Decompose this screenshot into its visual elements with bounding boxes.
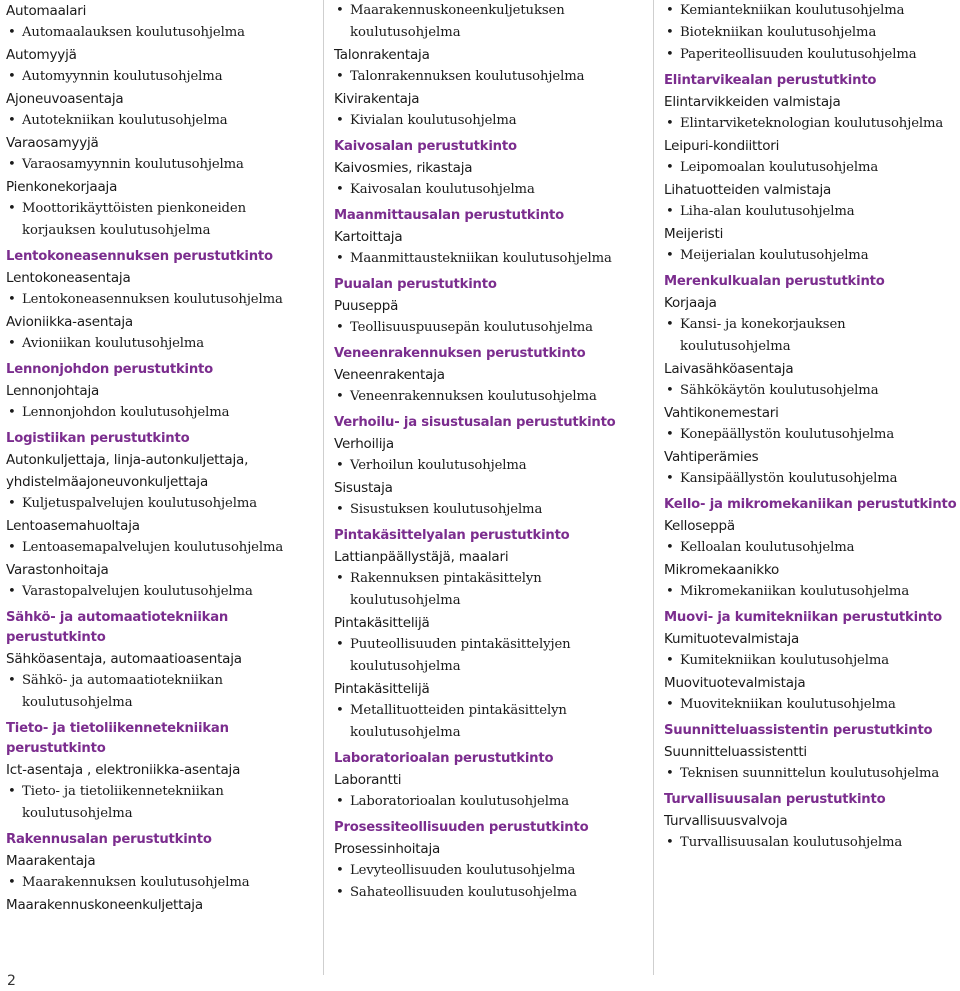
program-label: Liha-alan koulutusohjelma (680, 204, 855, 219)
section-heading: Prosessiteollisuuden perustutkinto (334, 820, 589, 835)
program-item (664, 468, 960, 490)
bullet-icon: • (336, 703, 344, 718)
section-heading: Verhoilu- ja sisustusalan perustutkinto (334, 415, 616, 430)
section-heading: Lennonjohdon perustutkinto (6, 362, 213, 377)
program-item (334, 386, 624, 408)
job-title: Lentokoneasentaja (6, 270, 131, 286)
column-divider (323, 0, 324, 975)
section-heading: Logistiikan perustutkinto (6, 431, 190, 446)
program-label: Teknisen suunnittelun koulutusohjelma (680, 766, 940, 781)
program-item (6, 493, 306, 515)
section-heading: Puualan perustutkinto (334, 277, 497, 292)
job-title: yhdistelmäajoneuvonkuljettaja (6, 474, 209, 490)
program-item (6, 333, 306, 355)
program-label: Kivialan koulutusohjelma (350, 113, 517, 128)
bullet-icon: • (8, 673, 16, 688)
program-item (334, 568, 624, 590)
job-title: Ajoneuvoasentaja (6, 91, 124, 107)
program-label: Lentoasemapalvelujen koulutusohjelma (22, 540, 284, 555)
bullet-icon: • (8, 157, 16, 172)
job-title: Korjaaja (664, 295, 717, 311)
section-heading: Kello- ja mikromekaniikan perustutkinto (664, 497, 957, 512)
program-label: Kansi- ja konekorjauksen (680, 317, 846, 332)
program-item-continued: koulutusohjelma (350, 593, 461, 608)
bullet-icon: • (336, 113, 344, 128)
job-title: Lentoasemahuoltaja (6, 518, 140, 534)
job-title: Autonkuljettaja, linja-autonkuljettaja, (6, 452, 249, 468)
job-title: Sisustaja (334, 480, 393, 496)
job-title: Avioniikka-asentaja (6, 314, 134, 330)
bullet-icon: • (336, 502, 344, 517)
bullet-icon: • (336, 885, 344, 900)
job-title: Lennonjohtaja (6, 383, 100, 399)
program-item (334, 791, 624, 813)
job-title: Kivirakentaja (334, 91, 420, 107)
program-label: Leipomoalan koulutusohjelma (680, 160, 879, 175)
program-item (664, 537, 960, 559)
program-label: Sähkökäytön koulutusohjelma (680, 383, 879, 398)
program-label: Kelloalan koulutusohjelma (680, 540, 855, 555)
program-item (664, 157, 960, 179)
program-label: Puuteollisuuden pintakäsittelyjen (350, 637, 571, 652)
program-label: Varaosamyynnin koulutusohjelma (22, 157, 244, 172)
bullet-icon: • (666, 47, 674, 62)
section-heading: Tieto- ja tietoliikennetekniikan (6, 721, 229, 736)
bullet-icon: • (666, 248, 674, 263)
bullet-icon: • (8, 113, 16, 128)
program-label: Biotekniikan koulutusohjelma (680, 25, 877, 40)
program-item (664, 22, 960, 44)
bullet-icon: • (336, 69, 344, 84)
program-item (334, 634, 624, 656)
bullet-icon: • (666, 204, 674, 219)
job-title: Prosessinhoitaja (334, 841, 441, 857)
program-item (334, 499, 624, 521)
program-item (6, 872, 306, 894)
program-label: Metallituotteiden pintakäsittelyn (350, 703, 567, 718)
program-item-continued: koulutusohjelma (22, 695, 133, 710)
job-title: Turvallisuusvalvoja (664, 813, 788, 829)
bullet-icon: • (336, 320, 344, 335)
job-title: Puuseppä (334, 298, 399, 314)
program-item (334, 455, 624, 477)
program-item (6, 22, 306, 44)
job-title: Pintakäsittelijä (334, 615, 430, 631)
program-label: Verhoilun koulutusohjelma (350, 458, 527, 473)
program-item-continued: koulutusohjelma (350, 25, 461, 40)
bullet-icon: • (8, 69, 16, 84)
program-item (6, 581, 306, 603)
job-title: Elintarvikkeiden valmistaja (664, 94, 841, 110)
job-title: Meijeristi (664, 226, 724, 242)
program-label: Automyynnin koulutusohjelma (22, 69, 223, 84)
job-title: Vahtiperämies (664, 449, 759, 465)
bullet-icon: • (666, 653, 674, 668)
job-title: Kaivosmies, rikastaja (334, 160, 473, 176)
bullet-icon: • (8, 540, 16, 555)
bullet-icon: • (666, 540, 674, 555)
program-item-continued: korjauksen koulutusohjelma (22, 223, 211, 238)
column-divider (653, 0, 654, 975)
program-item (334, 248, 624, 270)
program-item (6, 110, 306, 132)
job-title: Mikromekaanikko (664, 562, 780, 578)
job-title: Suunnitteluassistentti (664, 744, 807, 760)
bullet-icon: • (8, 292, 16, 307)
program-label: Avioniikan koulutusohjelma (22, 336, 205, 351)
bullet-icon: • (666, 427, 674, 442)
program-item (334, 317, 624, 339)
program-label: Paperiteollisuuden koulutusohjelma (680, 47, 917, 62)
job-title: Pienkonekorjaaja (6, 179, 118, 195)
program-item-continued: koulutusohjelma (350, 725, 461, 740)
program-label: Meijerialan koulutusohjelma (680, 248, 869, 263)
section-heading: Veneenrakennuksen perustutkinto (334, 346, 586, 361)
column-1 (6, 0, 306, 916)
program-item (664, 314, 960, 336)
program-item (664, 650, 960, 672)
bullet-icon: • (8, 584, 16, 599)
program-item-continued: koulutusohjelma (680, 339, 791, 354)
bullet-icon: • (666, 3, 674, 18)
program-item (334, 860, 624, 882)
section-heading: Kaivosalan perustutkinto (334, 139, 517, 154)
bullet-icon: • (8, 405, 16, 420)
bullet-icon: • (666, 697, 674, 712)
program-item (664, 581, 960, 603)
bullet-icon: • (8, 336, 16, 351)
program-label: Kumitekniikan koulutusohjelma (680, 653, 890, 668)
program-label: Maarakennuskoneenkuljetuksen (350, 3, 565, 18)
program-label: Varastopalvelujen koulutusohjelma (22, 584, 253, 599)
section-heading: Pintakäsittelyalan perustutkinto (334, 528, 570, 543)
program-label: Autotekniikan koulutusohjelma (22, 113, 228, 128)
program-item (334, 110, 624, 132)
program-item (6, 198, 306, 220)
column-2 (334, 0, 624, 904)
section-heading: Muovi- ja kumitekniikan perustutkinto (664, 610, 943, 625)
program-label: Turvallisuusalan koulutusohjelma (680, 835, 903, 850)
program-label: Kuljetuspalvelujen koulutusohjelma (22, 496, 257, 511)
program-label: Lennonjohdon koulutusohjelma (22, 405, 230, 420)
program-label: Lentokoneasennuksen koulutusohjelma (22, 292, 283, 307)
section-heading: Turvallisuusalan perustutkinto (664, 792, 886, 807)
program-label: Sisustuksen koulutusohjelma (350, 502, 543, 517)
bullet-icon: • (8, 784, 16, 799)
bullet-icon: • (666, 25, 674, 40)
section-heading: Rakennusalan perustutkinto (6, 832, 212, 847)
bullet-icon: • (666, 116, 674, 131)
section-heading: Sähkö- ja automaatiotekniikan (6, 610, 229, 625)
bullet-icon: • (336, 863, 344, 878)
program-label: Moottorikäyttöisten pienkoneiden (22, 201, 247, 216)
program-item (334, 179, 624, 201)
program-item (6, 781, 306, 803)
job-title: Veneenrakentaja (334, 367, 445, 383)
bullet-icon: • (666, 317, 674, 332)
bullet-icon: • (8, 201, 16, 216)
bullet-icon: • (666, 471, 674, 486)
program-label: Mikromekaniikan koulutusohjelma (680, 584, 910, 599)
job-title: Leipuri-kondiittori (664, 138, 780, 154)
job-title: Varaosamyyjä (6, 135, 99, 151)
job-title: Automyyjä (6, 47, 77, 63)
program-label: Teollisuuspuusepän koulutusohjelma (350, 320, 593, 335)
program-item (334, 0, 624, 22)
job-title: Pintakäsittelijä (334, 681, 430, 697)
program-label: Talonrakennuksen koulutusohjelma (350, 69, 585, 84)
job-title: Maarakennuskoneenkuljettaja (6, 897, 203, 913)
program-item (334, 700, 624, 722)
bullet-icon: • (666, 160, 674, 175)
program-item-continued: koulutusohjelma (350, 659, 461, 674)
job-title: Vahtikonemestari (664, 405, 779, 421)
job-title: Sähköasentaja, automaatioasentaja (6, 651, 242, 667)
program-label: Kemiantekniikan koulutusohjelma (680, 3, 905, 18)
program-label: Muovitekniikan koulutusohjelma (680, 697, 896, 712)
program-label: Sahateollisuuden koulutusohjelma (350, 885, 578, 900)
section-heading: perustutkinto (6, 630, 106, 645)
bullet-icon: • (336, 251, 344, 266)
program-item (664, 424, 960, 446)
program-item (334, 882, 624, 904)
program-item (664, 245, 960, 267)
program-label: Elintarviketeknologian koulutusohjelma (680, 116, 944, 131)
program-label: Automaalauksen koulutusohjelma (22, 25, 245, 40)
bullet-icon: • (666, 766, 674, 781)
job-title: Kelloseppä (664, 518, 735, 534)
job-title: Lattianpäällystäjä, maalari (334, 549, 509, 565)
job-title: Laivasähköasentaja (664, 361, 794, 377)
program-item (6, 670, 306, 692)
program-label: Tieto- ja tietoliikennetekniikan (22, 784, 224, 799)
program-item (664, 694, 960, 716)
program-label: Konepäällystön koulutusohjelma (680, 427, 895, 442)
bullet-icon: • (666, 835, 674, 850)
bullet-icon: • (336, 637, 344, 652)
job-title: Automaalari (6, 3, 87, 19)
program-item (664, 201, 960, 223)
program-item (6, 154, 306, 176)
bullet-icon: • (336, 571, 344, 586)
job-title: Lihatuotteiden valmistaja (664, 182, 832, 198)
program-label: Levyteollisuuden koulutusohjelma (350, 863, 576, 878)
section-heading: Laboratorioalan perustutkinto (334, 751, 554, 766)
program-label: Maanmittaustekniikan koulutusohjelma (350, 251, 612, 266)
bullet-icon: • (336, 182, 344, 197)
bullet-icon: • (336, 794, 344, 809)
program-label: Laboratorioalan koulutusohjelma (350, 794, 570, 809)
bullet-icon: • (8, 496, 16, 511)
program-item (664, 44, 960, 66)
section-heading: Suunnitteluassistentin perustutkinto (664, 723, 933, 738)
job-title: Muovituotevalmistaja (664, 675, 806, 691)
job-title: Maarakentaja (6, 853, 96, 869)
program-label: Sähkö- ja automaatiotekniikan (22, 673, 223, 688)
program-label: Kaivosalan koulutusohjelma (350, 182, 535, 197)
program-item (664, 0, 960, 22)
section-heading: Merenkulkualan perustutkinto (664, 274, 885, 289)
program-item (664, 380, 960, 402)
program-item (6, 537, 306, 559)
section-heading: perustutkinto (6, 741, 106, 756)
section-heading: Lentokoneasennuksen perustutkinto (6, 249, 273, 264)
bullet-icon: • (666, 383, 674, 398)
page-number: 2 (7, 973, 16, 989)
program-item (334, 66, 624, 88)
job-title: Talonrakentaja (334, 47, 430, 63)
section-heading: Elintarvikealan perustutkinto (664, 73, 877, 88)
bullet-icon: • (336, 389, 344, 404)
job-title: Varastonhoitaja (6, 562, 109, 578)
job-title: Laborantti (334, 772, 402, 788)
job-title: Kumituotevalmistaja (664, 631, 800, 647)
program-item (6, 66, 306, 88)
program-item (664, 763, 960, 785)
job-title: Verhoilija (334, 436, 394, 452)
program-label: Kansipäällystön koulutusohjelma (680, 471, 898, 486)
job-title: Kartoittaja (334, 229, 403, 245)
bullet-icon: • (666, 584, 674, 599)
bullet-icon: • (8, 25, 16, 40)
bullet-icon: • (336, 3, 344, 18)
program-label: Rakennuksen pintakäsittelyn (350, 571, 542, 586)
program-label: Maarakennuksen koulutusohjelma (22, 875, 250, 890)
section-heading: Maanmittausalan perustutkinto (334, 208, 564, 223)
bullet-icon: • (336, 458, 344, 473)
program-item (6, 289, 306, 311)
column-3 (664, 0, 960, 854)
program-item (6, 402, 306, 424)
program-item-continued: koulutusohjelma (22, 806, 133, 821)
program-item (664, 832, 960, 854)
bullet-icon: • (8, 875, 16, 890)
program-item (664, 113, 960, 135)
program-label: Veneenrakennuksen koulutusohjelma (350, 389, 597, 404)
job-title: Ict-asentaja , elektroniikka-asentaja (6, 762, 241, 778)
